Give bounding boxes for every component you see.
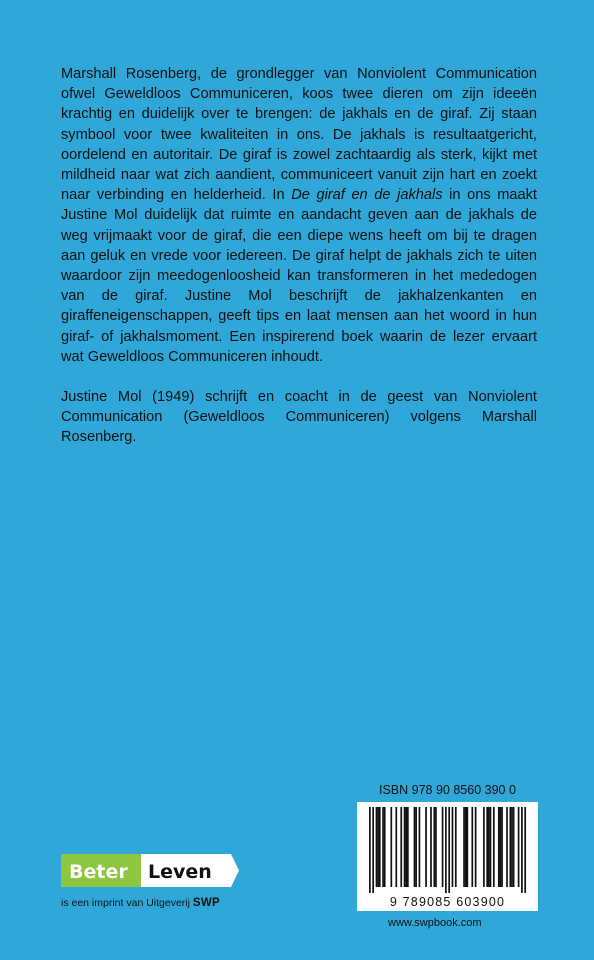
barcode-bar — [419, 807, 421, 887]
blurb-paragraph-1 — [61, 64, 537, 367]
barcode-bar — [415, 807, 417, 887]
barcode-bar — [511, 807, 513, 887]
barcode-bar — [425, 807, 427, 887]
barcode-bar — [488, 807, 490, 887]
barcode-bar — [475, 807, 477, 887]
blurb-text-part: Marshall Rosenberg, de grondlegger van Nonviolent Communication ofwel Geweldloos Communiceren, koos twee dieren om zijn ideeën krachtig en duidelijk over te brengen: de jakhals en de giraf. Zij staan symbool voor twee kwaliteiten in ons. De jakhals is resultaatgericht, oordelend en autoritair. De giraf is zowel zachtaardig als sterk, kijkt met mildheid naar wat zich aandient, communiceert vanuit zijn hart en zoekt naar verbinding en helderheid. In — [61, 66, 537, 204]
imprint-text: is een imprint van Uitgeverij — [61, 897, 193, 909]
barcode-bar — [379, 807, 381, 887]
barcode-bar — [382, 807, 384, 887]
barcode-bar — [442, 807, 444, 887]
barcode-bar — [390, 807, 392, 887]
barcode-bar — [405, 807, 407, 887]
barcode-bar — [448, 807, 450, 893]
barcode-bar — [455, 807, 457, 887]
barcode-bar — [493, 807, 495, 887]
barcode-bars — [369, 807, 526, 893]
barcode-bar — [498, 807, 500, 887]
barcode-bar — [433, 807, 435, 887]
blurb-text — [61, 64, 537, 448]
barcode-bar — [506, 807, 508, 887]
barcode-bar — [407, 807, 409, 887]
barcode-bar — [445, 807, 447, 893]
website-url: www.swpbook.com — [388, 917, 482, 929]
author-bio: Justine Mol (1949) schrijft en coacht in de geest van Nonviolent Communication (Geweldloos Communiceren) volgens Marshall Rosenberg. — [61, 389, 537, 446]
barcode-bar — [471, 807, 473, 887]
barcode-bar — [463, 807, 465, 887]
barcode-bar — [435, 807, 437, 887]
barcode-bar — [500, 807, 502, 887]
barcode — [357, 802, 538, 911]
book-title-italic: De giraf en de jakhals — [291, 187, 443, 204]
barcode-bar — [509, 807, 511, 887]
barcode-bar — [524, 807, 526, 893]
barcode-bar — [490, 807, 492, 887]
barcode-bar — [483, 807, 485, 887]
barcode-bar — [513, 807, 515, 887]
barcode-bar — [384, 807, 386, 887]
isbn-label: ISBN 978 90 8560 390 0 — [379, 783, 516, 797]
barcode-bar — [430, 807, 432, 887]
barcode-bar — [521, 807, 523, 893]
barcode-bar — [518, 807, 520, 887]
barcode-bar — [377, 807, 379, 887]
publisher-name: SWP — [192, 897, 220, 909]
barcode-bar — [414, 807, 416, 887]
barcode-bar — [465, 807, 467, 887]
barcode-bar — [404, 807, 406, 887]
barcode-bar — [467, 807, 469, 887]
barcode-bar — [400, 807, 402, 887]
barcode-bar — [486, 807, 488, 887]
barcode-digits: 9 789085 603900 — [389, 895, 506, 909]
barcode-bar — [501, 807, 503, 887]
barcode-bar — [395, 807, 397, 887]
logo-word-leven: Leven — [148, 861, 212, 883]
barcode-bar — [452, 807, 454, 887]
beter-leven-logo — [61, 854, 239, 887]
barcode-bar — [376, 807, 378, 887]
logo-word-beter: Beter — [69, 861, 128, 883]
barcode-bar — [372, 807, 374, 893]
blurb-text-part: in ons maakt Justine Mol duidelijk dat ruimte en aandacht geven aan de jakhals de weg vrijmaakt voor de giraf, die een diepe wens heeft om bij te dragen aan geluk en vrede voor iedereen. De giraf helpt de jakhals zich te uiten waardoor zijn meedogenloosheid kan transformeren in het mededogen van de giraf. Justine Mol beschrijft de jakhalzenkanten en giraffeneigenschappen, geeft tips en laat mensen aan het woord in hun giraf- of jakhalsmoment. Een inspirerend boek waarin de lezer ervaart wat Geweldloos Communiceren inhoudt. — [61, 187, 537, 365]
barcode-bar — [369, 807, 371, 893]
imprint-line — [61, 897, 220, 909]
